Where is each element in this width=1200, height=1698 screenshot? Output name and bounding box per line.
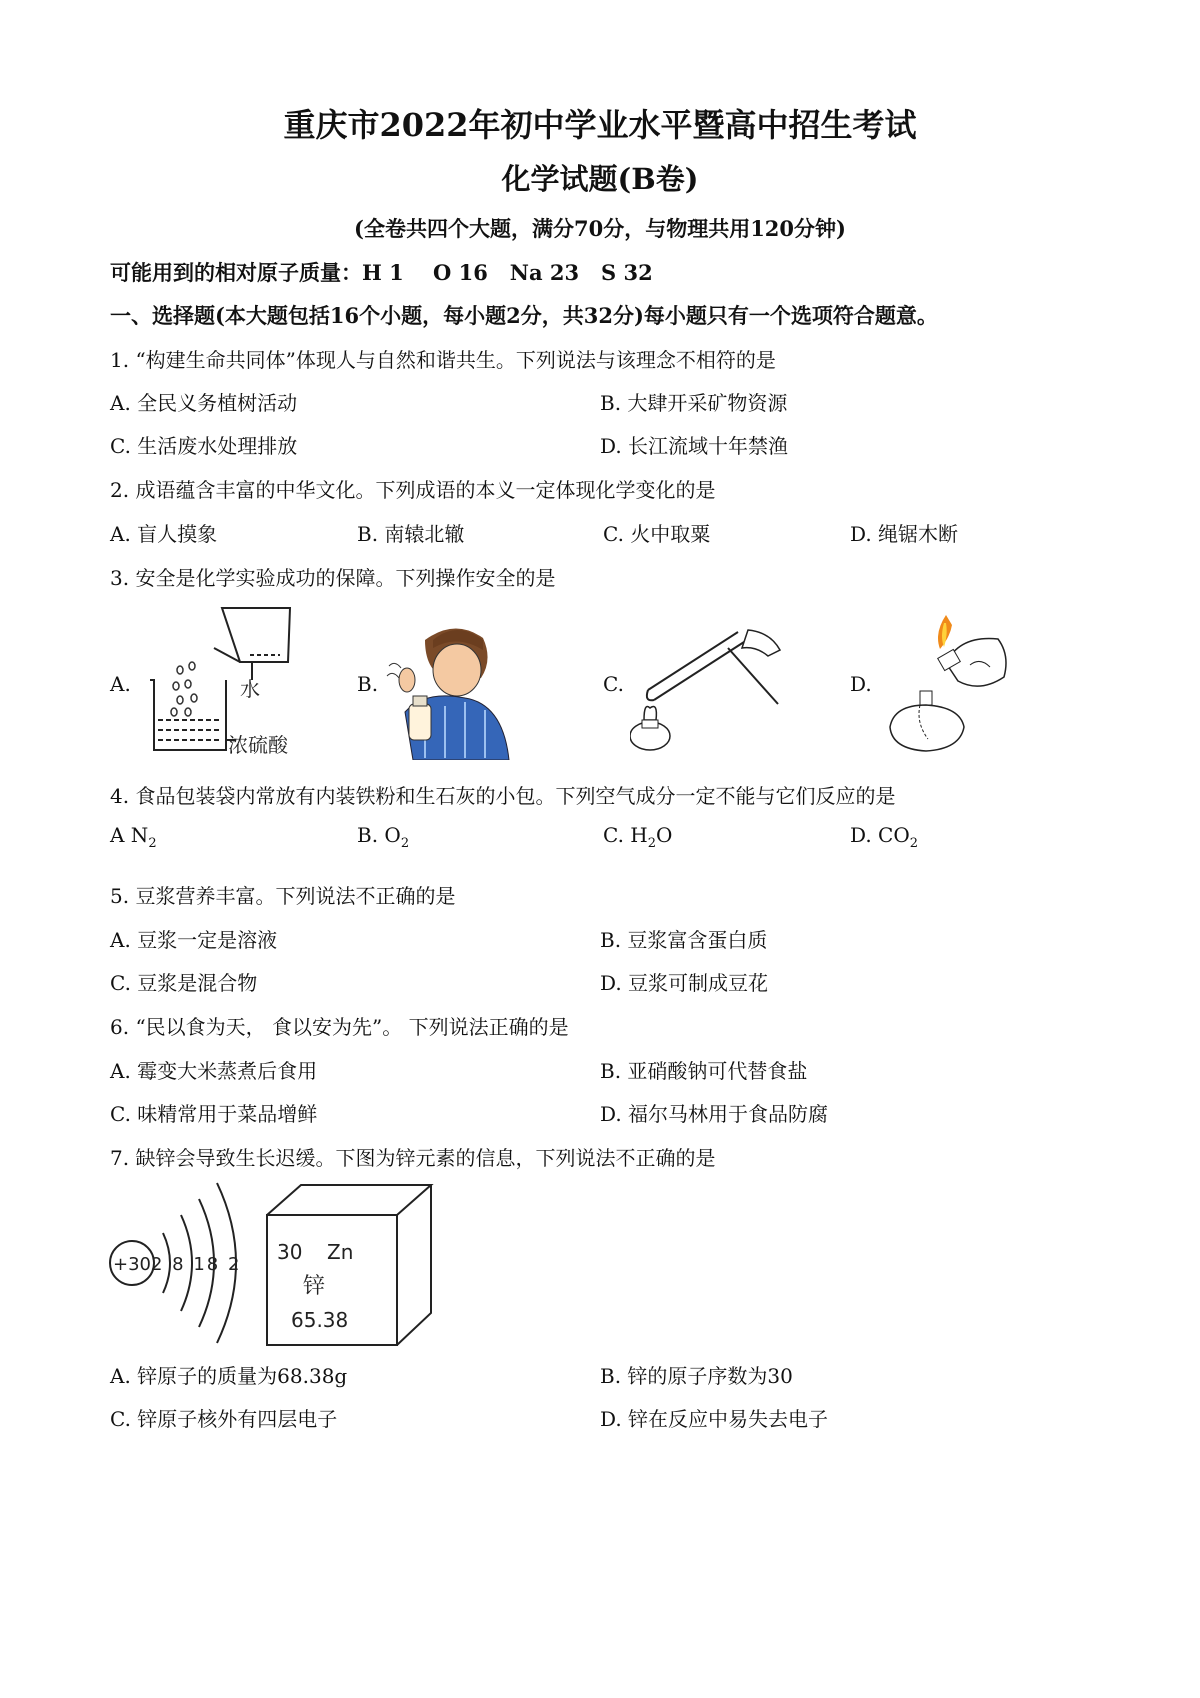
q7-option-c[interactable]: C. 锌原子核外有四层电子 xyxy=(110,1407,338,1431)
q1-option-d[interactable]: D. 长江流域十年禁渔 xyxy=(600,434,789,458)
nucleus-charge: +30 xyxy=(113,1254,151,1275)
figure-zinc-info xyxy=(105,1175,445,1350)
q4-c-text: C. H xyxy=(603,823,648,847)
q7-option-d[interactable]: D. 锌在反应中易失去电子 xyxy=(600,1407,829,1431)
section-heading: 一、选择题(本大题包括16个小题，每小题2分，共32分)每小题只有一个选项符合题意。 xyxy=(110,303,938,328)
q4-b-text: B. O xyxy=(357,823,401,847)
q4-option-d[interactable] xyxy=(850,823,918,851)
q4-c-post: O xyxy=(656,823,673,847)
q5-option-a[interactable]: A. 豆浆一定是溶液 xyxy=(110,928,278,952)
q1-option-c[interactable]: C. 生活废水处理排放 xyxy=(110,434,298,458)
q2-option-b[interactable]: B. 南辕北辙 xyxy=(357,522,465,546)
atomic-number: 30 xyxy=(277,1240,303,1264)
q3-option-d[interactable]: D. xyxy=(850,672,872,696)
q7-option-b[interactable]: B. 锌的原子序数为30 xyxy=(600,1364,793,1388)
q3-option-a[interactable]: A. xyxy=(110,672,131,696)
q1-option-a[interactable]: A. 全民义务植树活动 xyxy=(110,391,298,415)
element-name: 锌 xyxy=(303,1274,326,1299)
question-4-stem: 4. 食品包装袋内常放有内装铁粉和生石灰的小包。下列空气成分一定不能与它们反应的是 xyxy=(110,784,896,808)
element-symbol: Zn xyxy=(327,1240,354,1264)
q4-option-c[interactable] xyxy=(603,823,672,851)
q5-option-b[interactable]: B. 豆浆富含蛋白质 xyxy=(600,928,768,952)
q4-a-text: A N xyxy=(110,823,149,847)
label-water: 水 xyxy=(240,677,260,701)
figure-dilution xyxy=(140,600,320,765)
atomic-masses: 可能用到的相对原子质量：H 1 O 16 Na 23 S 32 xyxy=(110,260,653,285)
q2-option-a[interactable]: A. 盲人摸象 xyxy=(110,522,218,546)
q2-option-c[interactable]: C. 火中取粟 xyxy=(603,522,711,546)
question-2-stem: 2. 成语蕴含丰富的中华文化。下列成语的本义一定体现化学变化的是 xyxy=(110,478,716,502)
q4-d-sub: 2 xyxy=(909,836,919,851)
electron-shells: 2 8 18 2 xyxy=(151,1254,242,1275)
exam-note: (全卷共四个大题，满分70分，与物理共用120分钟) xyxy=(354,216,846,241)
exam-subtitle: 化学试题(B卷) xyxy=(501,162,699,196)
question-7-stem: 7. 缺锌会导致生长迟缓。下图为锌元素的信息，下列说法不正确的是 xyxy=(110,1146,716,1170)
question-5-stem: 5. 豆浆营养丰富。下列说法不正确的是 xyxy=(110,884,456,908)
question-1-stem: 1. “构建生命共同体”体现人与自然和谐共生。下列说法与该理念不相符的是 xyxy=(110,348,776,372)
zinc-atom-structure xyxy=(110,1183,241,1343)
q1-option-b[interactable]: B. 大肆开采矿物资源 xyxy=(600,391,788,415)
q6-option-d[interactable]: D. 福尔马林用于食品防腐 xyxy=(600,1102,829,1126)
question-3-stem: 3. 安全是化学实验成功的保障。下列操作安全的是 xyxy=(110,566,556,590)
figure-smelling xyxy=(385,620,515,760)
q6-option-c[interactable]: C. 味精常用于菜品增鲜 xyxy=(110,1102,318,1126)
q4-c-sub: 2 xyxy=(647,836,657,851)
q4-b-sub: 2 xyxy=(400,836,410,851)
q6-option-a[interactable]: A. 霉变大米蒸煮后食用 xyxy=(110,1059,318,1083)
q5-option-c[interactable]: C. 豆浆是混合物 xyxy=(110,971,258,995)
q4-option-a[interactable] xyxy=(110,823,157,851)
label-conc-sulfuric-acid: 浓硫酸 xyxy=(228,733,288,757)
atomic-mass: 65.38 xyxy=(291,1308,349,1332)
q7-option-a[interactable]: A. 锌原子的质量为68.38g xyxy=(110,1364,348,1388)
zinc-element-card xyxy=(267,1185,431,1345)
q3-option-c[interactable]: C. xyxy=(603,672,624,696)
q2-option-d[interactable]: D. 绳锯木断 xyxy=(850,522,959,546)
q4-option-b[interactable] xyxy=(357,823,409,851)
exam-title: 重庆市2022年初中学业水平暨高中招生考试 xyxy=(283,106,917,144)
figure-heating-tube xyxy=(630,610,790,760)
q4-a-sub: 2 xyxy=(148,836,157,851)
q6-option-b[interactable]: B. 亚硝酸钠可代替食盐 xyxy=(600,1059,808,1083)
figure-lamp-lighting xyxy=(880,615,1010,760)
q3-option-b[interactable]: B. xyxy=(357,672,379,696)
question-6-stem: 6. “民以食为天， 食以安为先”。 下列说法正确的是 xyxy=(110,1015,569,1039)
q5-option-d[interactable]: D. 豆浆可制成豆花 xyxy=(600,971,769,995)
q4-d-text: D. CO xyxy=(850,823,910,847)
